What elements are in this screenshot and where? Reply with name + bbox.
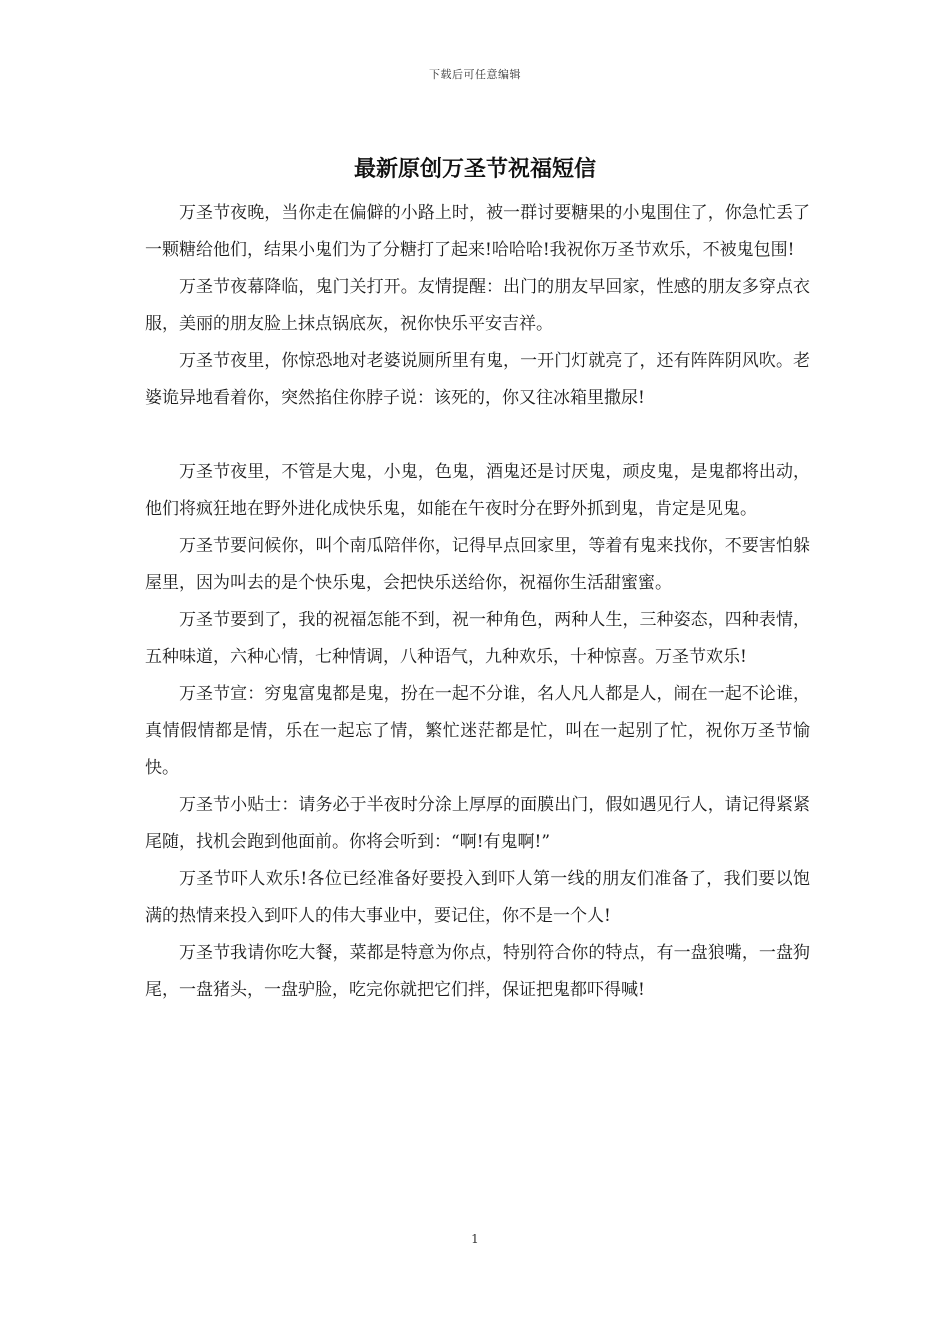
- paragraph: 万圣节我请你吃大餐，菜都是特意为你点，特别符合你的特点，有一盘狼嘴，一盘狗尾，一盘猪头，一盘驴脸，吃完你就把它们拌，保证把鬼都吓得喊!: [145, 943, 810, 1000]
- page-number: 1: [471, 1232, 479, 1246]
- paragraph: 万圣节小贴士：请务必于半夜时分涂上厚厚的面膜出门，假如遇见行人，请记得紧紧尾随，找机会跑到他面前。你将会听到：“啊!有鬼啊!”: [145, 795, 810, 852]
- paragraph: 万圣节夜幕降临，鬼门关打开。友情提醒：出门的朋友早回家，性感的朋友多穿点衣服，美丽的朋友脸上抹点锅底灰，祝你快乐平安吉祥。: [145, 277, 810, 334]
- paragraph: 万圣节夜里，你惊恐地对老婆说厕所里有鬼，一开门灯就亮了，还有阵阵阴风吹。老婆诡异地看着你，突然掐住你脖子说：该死的，你又往冰箱里撒尿!: [145, 351, 810, 408]
- paragraph: 万圣节吓人欢乐!各位已经准备好要投入到吓人第一线的朋友们准备了，我们要以饱满的热情来投入到吓人的伟大事业中，要记住，你不是一个人!: [145, 869, 810, 926]
- page-title: 最新原创万圣节祝福短信: [353, 157, 596, 182]
- document-body: [145, 195, 810, 1009]
- paragraph: 万圣节要问候你，叫个南瓜陪伴你，记得早点回家里，等着有鬼来找你，不要害怕躲屋里，因为叫去的是个快乐鬼，会把快乐送给你，祝福你生活甜蜜蜜。: [145, 536, 810, 593]
- header-note: 下载后可任意编辑: [429, 68, 521, 81]
- paragraph: 万圣节宣：穷鬼富鬼都是鬼，扮在一起不分谁，名人凡人都是人，闹在一起不论谁，真情假情都是情，乐在一起忘了情，繁忙迷茫都是忙，叫在一起别了忙，祝你万圣节愉快。: [145, 684, 810, 778]
- paragraph: 万圣节要到了，我的祝福怎能不到，祝一种角色，两种人生，三种姿态，四种表情，五种味道，六种心情，七种情调，八种语气，九种欢乐，十种惊喜。万圣节欢乐!: [145, 610, 810, 667]
- paragraph: 万圣节夜里，不管是大鬼，小鬼，色鬼，酒鬼还是讨厌鬼，顽皮鬼，是鬼都将出动，他们将疯狂地在野外进化成快乐鬼，如能在午夜时分在野外抓到鬼，肯定是见鬼。: [145, 462, 810, 519]
- paragraph: 万圣节夜晚，当你走在偏僻的小路上时，被一群讨要糖果的小鬼围住了，你急忙丢了一颗糖给他们，结果小鬼们为了分糖打了起来!哈哈哈!我祝你万圣节欢乐，不被鬼包围!: [145, 203, 810, 260]
